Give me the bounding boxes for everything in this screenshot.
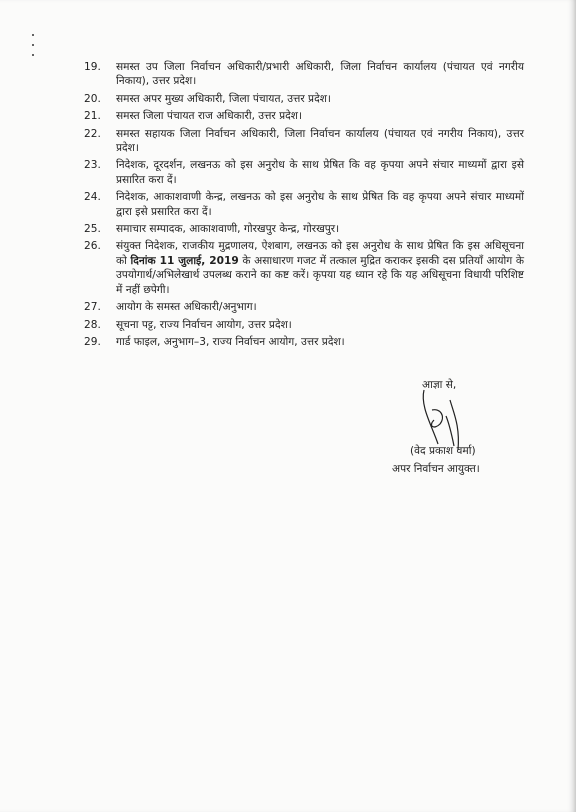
item-text: निदेशक, दूरदर्शन, लखनऊ को इस अनुरोध के साथ प्रेषित कि वह कृपया अपने संचार माध्यमों द्वारा इसे प्रसारित करा दें। <box>116 159 524 186</box>
gazette-date: दिनांक 11 जुलाई, 2019 <box>130 254 239 267</box>
list-item <box>84 222 524 236</box>
item-number: 27. <box>84 301 101 314</box>
list-item <box>84 318 524 332</box>
item-text: गार्ड फाइल, अनुभाग–3, राज्य निर्वाचन आयोग, उत्तर प्रदेश। <box>116 335 345 348</box>
list-item <box>84 127 524 156</box>
signatory-name: (वेद प्रकाश वर्मा) <box>410 445 476 457</box>
item-text: समस्त उप जिला निर्वाचन अधिकारी/प्रभारी अधिकारी, जिला निर्वाचन कार्यालय (पंचायत एवं नगरीय निकाय), उत्तर प्रदेश। <box>116 61 524 88</box>
item-text-part: के असाधारण गजट में तत्काल मुद्रित कराकर इसकी दस प्रतियाँ आयोग के उपयोगार्थ/अभिलेखार्थ उपलब्ध कराने का कष्ट करें। कृपया यह ध्यान रहे कि यह अधिसूचना विधायी परिशिष्ट में नहीं छपेगी। <box>116 254 524 296</box>
distribution-list <box>84 60 524 352</box>
item-number: 26. <box>84 240 101 253</box>
list-item <box>84 190 524 219</box>
list-item <box>84 158 524 187</box>
list-item <box>84 60 524 89</box>
item-number: 24. <box>84 191 101 204</box>
edge-dots <box>32 34 36 64</box>
list-item <box>84 335 524 349</box>
item-text: समस्त सहायक जिला निर्वाचन अधिकारी, जिला निर्वाचन कार्यालय (पंचायत एवं नगरीय निकाय), उत्तर प्रदेश। <box>116 127 524 155</box>
item-number: 21. <box>84 110 101 123</box>
item-text: समस्त अपर मुख्य अधिकारी, जिला पंचायत, उत्तर प्रदेश। <box>116 92 331 105</box>
item-text: आयोग के समस्त अधिकारी/अनुभाग। <box>116 301 257 314</box>
by-order-text: आज्ञा से, <box>422 379 457 391</box>
item-text: सूचना पट्ट, राज्य निर्वाचन आयोग, उत्तर प्रदेश। <box>116 318 292 331</box>
item-number: 20. <box>84 92 101 105</box>
item-number: 22. <box>84 127 101 140</box>
item-number: 25. <box>84 223 101 236</box>
signatory-designation: अपर निर्वाचन आयुक्त। <box>392 463 480 475</box>
item-number: 19. <box>84 61 101 73</box>
item-text: समस्त जिला पंचायत राज अधिकारी, उत्तर प्रदेश। <box>116 110 303 123</box>
list-item <box>84 300 524 314</box>
item-number: 23. <box>84 159 101 172</box>
item-text: समाचार सम्पादक, आकाशवाणी, गोरखपुर केन्द्र, गोरखपुर। <box>116 223 340 236</box>
list-item <box>84 239 524 297</box>
list-item <box>84 92 524 106</box>
item-number: 28. <box>84 318 101 331</box>
item-number: 29. <box>84 335 101 348</box>
item-text <box>116 239 524 297</box>
item-text-part: संयुक्त निदेशक, राजकीय मुद्रणालय, ऐशबाग, लखनऊ को इस अनुरोध के साथ प्रेषित कि इस अधिसूचना को <box>116 240 524 267</box>
list-item <box>84 109 524 123</box>
item-text: निदेशक, आकाशवाणी केन्द्र, लखनऊ को इस अनुरोध के साथ प्रेषित कि वह कृपया अपने संचार माध्यमों द्वारा इसे प्रसारित करा दें। <box>116 191 524 218</box>
